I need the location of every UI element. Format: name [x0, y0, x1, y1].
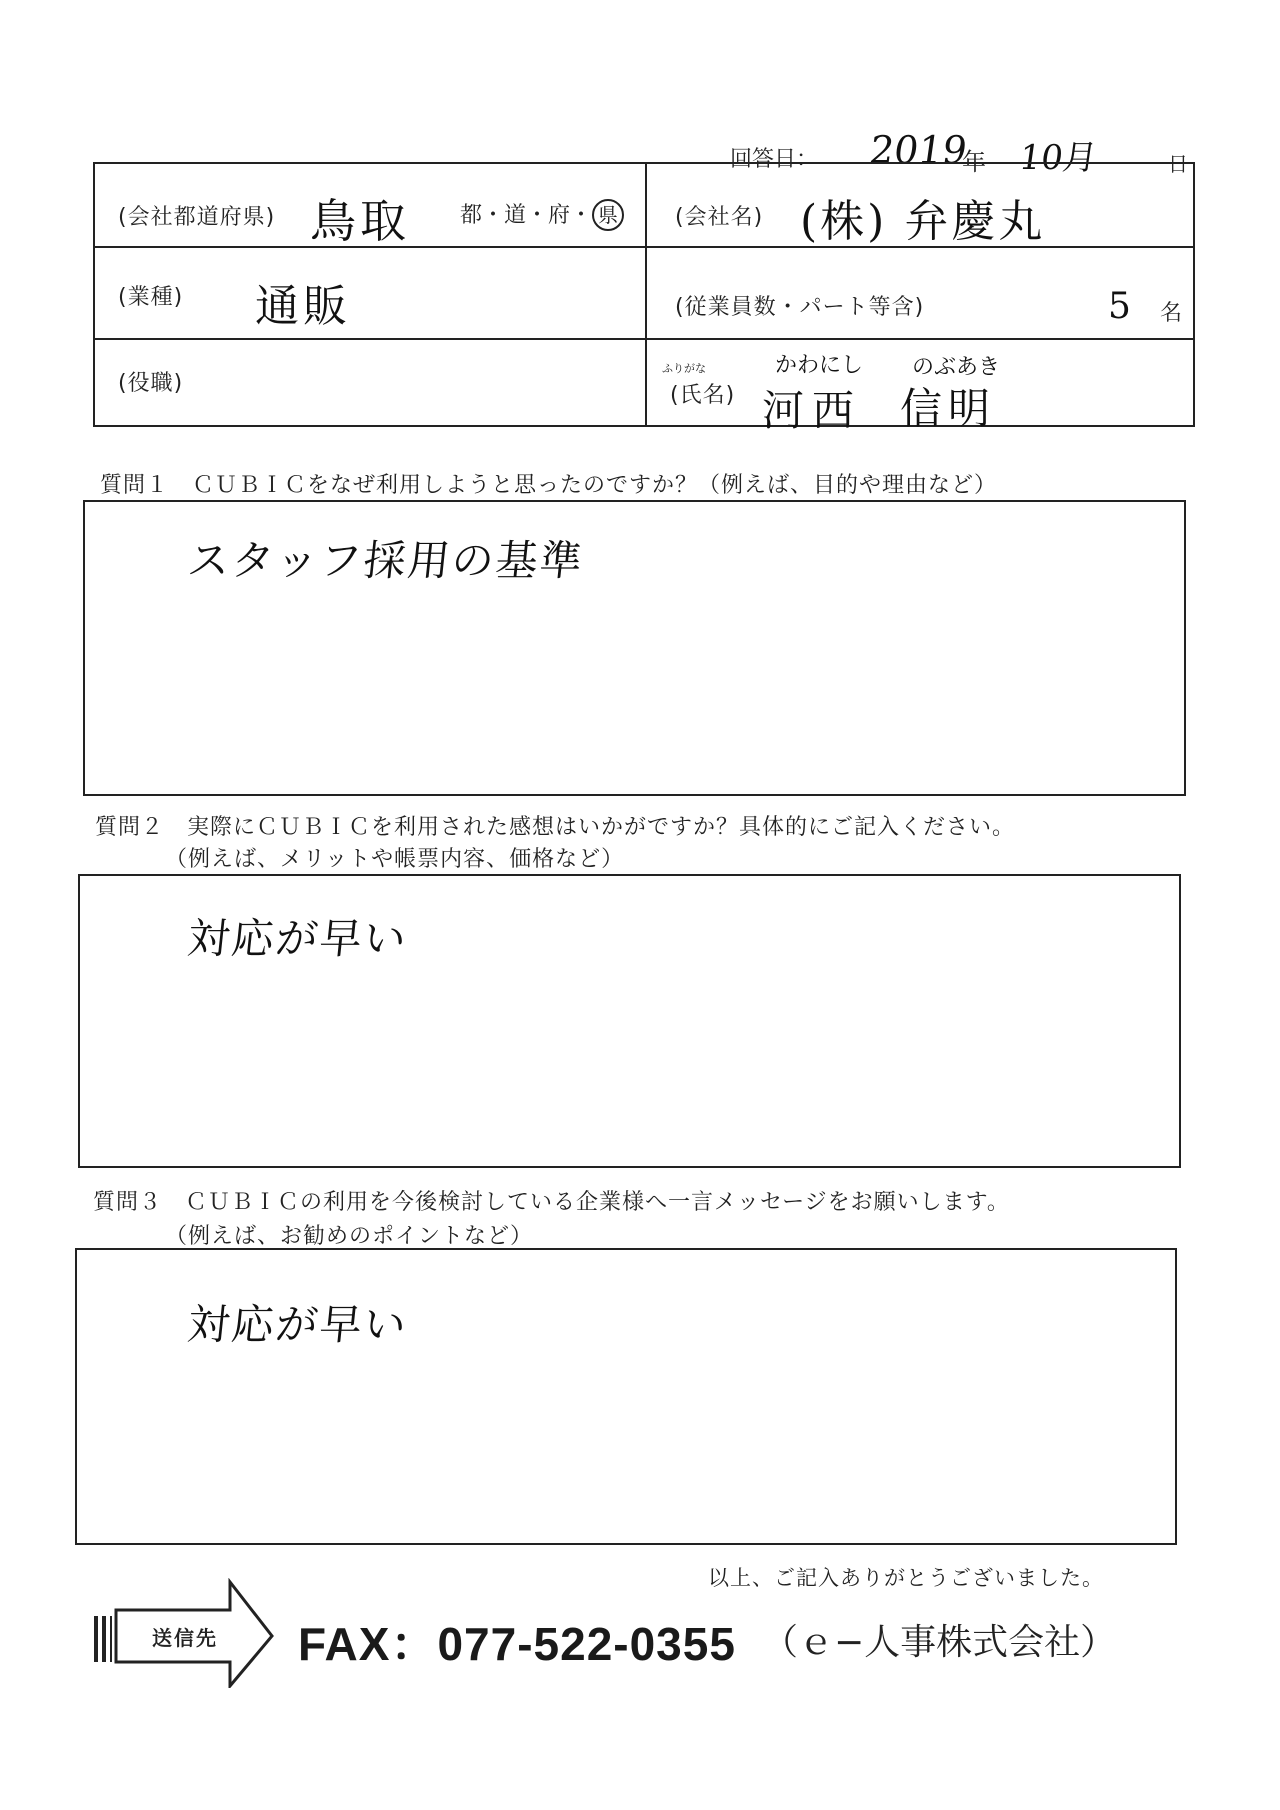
- name-furigana-given: のぶあき: [912, 355, 1001, 380]
- question-1-answer: スタッフ採用の基準: [185, 536, 587, 585]
- date-label: 回答日：: [730, 147, 819, 172]
- name-family-value: 河西: [762, 386, 863, 435]
- recipient-company: （ｅ−人事株式会社）: [762, 1622, 1117, 1663]
- send-label: 送信先: [152, 1626, 218, 1650]
- date-year-value: 2019: [866, 128, 970, 172]
- info-column-divider: [645, 162, 647, 427]
- prefecture-value: 鳥取: [310, 194, 410, 248]
- prefecture-suffix-options: 都・道・府・: [460, 203, 593, 228]
- employees-label: (従業員数・パート等含): [675, 295, 925, 320]
- year-unit: 年: [962, 148, 986, 176]
- info-row-divider-2: [93, 338, 1195, 340]
- employees-value: 5: [1108, 286, 1131, 327]
- day-unit: 日: [1168, 152, 1188, 176]
- industry-label: (業種): [118, 285, 184, 310]
- question-3-answer: 対応が早い: [185, 1300, 411, 1349]
- prefecture-suffix-selected: 県: [592, 199, 624, 231]
- question-3-title: 質問３ ＣＵＢＩＣの利用を今後検討している企業様へ一言メッセージをお願いします。: [93, 1190, 1010, 1215]
- employees-unit: 名: [1160, 301, 1183, 326]
- date-month-value: 10月: [1016, 138, 1100, 178]
- company-name-label: (会社名): [675, 205, 764, 230]
- name-furigana-family: かわにし: [775, 353, 864, 378]
- prefecture-label: (会社都道府県): [118, 205, 276, 230]
- question-2-title: 質問２ 実際にＣＵＢＩＣを利用された感想はいかがですか？具体的にご記入ください。: [95, 815, 1016, 840]
- question-1-title: 質問１ ＣＵＢＩＣをなぜ利用しようと思ったのですか？（例えば、目的や理由など）: [100, 473, 998, 498]
- question-3-subtitle: （例えば、お勧めのポイントなど）: [165, 1224, 534, 1249]
- company-name-value: (株) 弁慶丸: [800, 196, 1046, 247]
- prefecture-suffix: [460, 198, 624, 231]
- fax-number: FAX：077-522-0355: [298, 1618, 736, 1670]
- position-label: (役職): [118, 371, 184, 396]
- industry-value: 通販: [255, 281, 351, 332]
- name-given-value: 信明: [900, 384, 997, 433]
- question-2-subtitle: （例えば、メリットや帳票内容、価格など）: [165, 847, 625, 872]
- question-2-answer: 対応が早い: [185, 914, 411, 963]
- furigana-label: ふりがな: [662, 362, 706, 375]
- name-label: (氏名): [670, 383, 736, 408]
- thanks-message: 以上、ご記入ありがとうございました。: [708, 1566, 1104, 1590]
